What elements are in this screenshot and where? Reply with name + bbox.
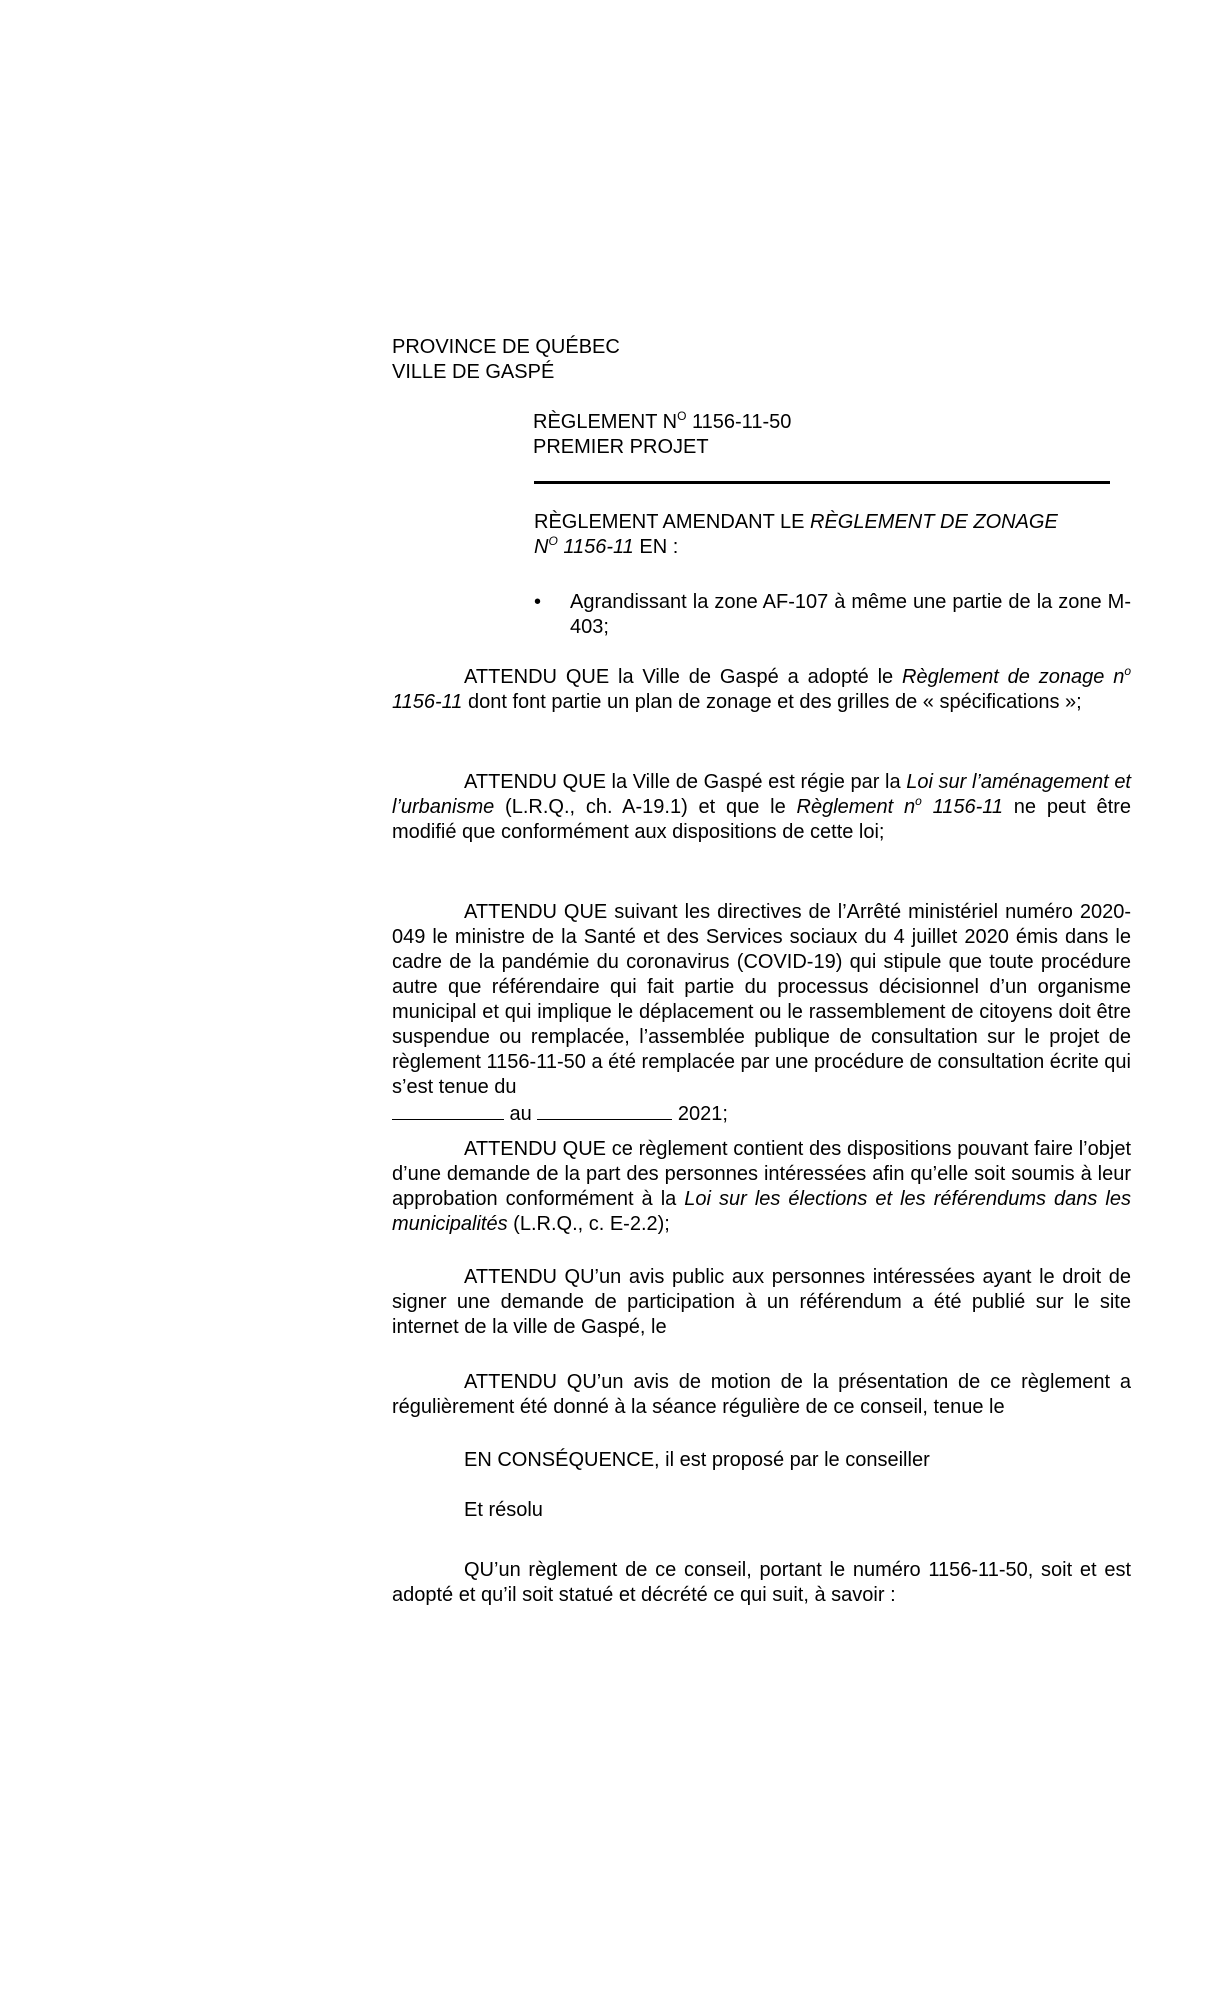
- reglement-num: 1156-11-50: [686, 411, 792, 433]
- p2-italic-b: Règlement n: [796, 796, 916, 818]
- p1-italic-a: Règlement de zonage n: [902, 666, 1125, 688]
- paragraph-attendu-3: [392, 900, 1131, 1127]
- p2-text-a: ATTENDU QUE la Ville de Gaspé est régie par la: [464, 771, 907, 793]
- paragraph-attendu-5: [392, 1265, 1131, 1340]
- p5-text: ATTENDU QU’un avis public aux personnes intéressées ayant le droit de signer une demande de participation à un référendum a été publié sur le site internet de la ville de Gaspé, le: [392, 1266, 1131, 1338]
- paragraph-attendu-4: [392, 1137, 1131, 1237]
- p2-text-e: ne peut être modifié que conformément aux dispositions de cette loi;: [392, 796, 1131, 843]
- consequence-line: EN CONSÉQUENCE, il est proposé par le conseiller: [464, 1449, 930, 1471]
- amendment-list: [534, 590, 1131, 640]
- reglement-prefix: RÈGLEMENT N: [533, 411, 678, 433]
- paragraph-attendu-1: [392, 665, 1131, 715]
- p4-text-c: (L.R.Q., c. E-2.2);: [507, 1213, 670, 1235]
- p4-text-a: ATTENDU QUE ce règlement contient des dispositions pouvant faire l’objet d’une demande de la part des personnes intéressées afin qu’elle soit soumis à leur approbation conformément à la: [392, 1138, 1131, 1210]
- projet-label: PREMIER PROJET: [533, 436, 709, 458]
- p1-text-a: ATTENDU QUE la Ville de Gaspé a adopté le: [464, 666, 903, 688]
- p4-italic: Loi sur les élections et les référendums dans les municipalités: [392, 1188, 1131, 1235]
- province-line: PROVINCE DE QUÉBEC: [392, 336, 620, 358]
- paragraph-attendu-2: [392, 770, 1131, 845]
- blank-date-start: [392, 1100, 504, 1120]
- ville-line: VILLE DE GASPÉ: [392, 361, 555, 383]
- reglement-number-block: [533, 410, 1033, 460]
- p3-text-au: au: [504, 1103, 538, 1125]
- p2-italic-c: 1156-11: [921, 796, 1004, 818]
- paragraph-adoption: [392, 1558, 1131, 1608]
- title-italic2-sup: O: [548, 534, 558, 548]
- blank-date-end: [537, 1100, 672, 1120]
- p2-text-c: (L.R.Q., ch. A-19.1) et que le: [494, 796, 797, 818]
- p1-italic-b: 1156-11: [392, 691, 463, 713]
- title-italic1: RÈGLEMENT DE ZONAGE: [810, 511, 1058, 533]
- p3-text-year: 2021;: [672, 1103, 728, 1125]
- paragraph-attendu-6: [392, 1370, 1131, 1420]
- title-part2: EN :: [633, 536, 679, 558]
- p3-text-a: ATTENDU QUE suivant les directives de l’Arrêté ministériel numéro 2020-049 le ministre de la Santé et des Services sociaux du 4 juillet 2020 émis dans le cadre de la pandémie du coronavirus (COVID-19) qui stipule que toute procédure autre que référendaire qui fait partie du processus décisionnel d’un organisme municipal et qui implique le déplacement ou le rassemblement de citoyens doit être suspendue ou remplacée, l’assemblée publique de consultation sur le projet de règlement 1156-11-50 a été remplacée par une procédure de consultation écrite qui s’est tenue du: [392, 901, 1131, 1098]
- p6-text: ATTENDU QU’un avis de motion de la présentation de ce règlement a régulièrement été donné à la séance régulière de ce conseil, tenue le: [392, 1371, 1131, 1418]
- p1-text-c: dont font partie un plan de zonage et des grilles de « spécifications »;: [462, 691, 1082, 713]
- reglement-title: [534, 510, 1131, 560]
- title-part1: RÈGLEMENT AMENDANT LE: [534, 511, 810, 533]
- bullet-icon: •: [534, 591, 542, 613]
- list-item: [534, 590, 1131, 640]
- resolu-line: Et résolu: [464, 1499, 543, 1521]
- p2-sup: o: [915, 794, 922, 808]
- reglement-sup: O: [677, 409, 687, 423]
- p7-text: QU’un règlement de ce conseil, portant le numéro 1156-11-50, soit et est adopté et qu’il soit statué et décrété ce qui suit, à savoir :: [392, 1559, 1131, 1606]
- p2-italic-a: Loi sur l’aménagement et l’urbanisme: [392, 771, 1131, 818]
- reglement-number: [533, 410, 1033, 435]
- title-italic2-number: 1156-11: [557, 536, 634, 558]
- bullet-text: Agrandissant la zone AF-107 à même une partie de la zone M-403;: [570, 591, 1131, 638]
- separator-rule: [534, 481, 1110, 484]
- document-header: [392, 335, 892, 385]
- title-italic2-prefix: N: [534, 536, 549, 558]
- p1-sup: o: [1124, 664, 1132, 678]
